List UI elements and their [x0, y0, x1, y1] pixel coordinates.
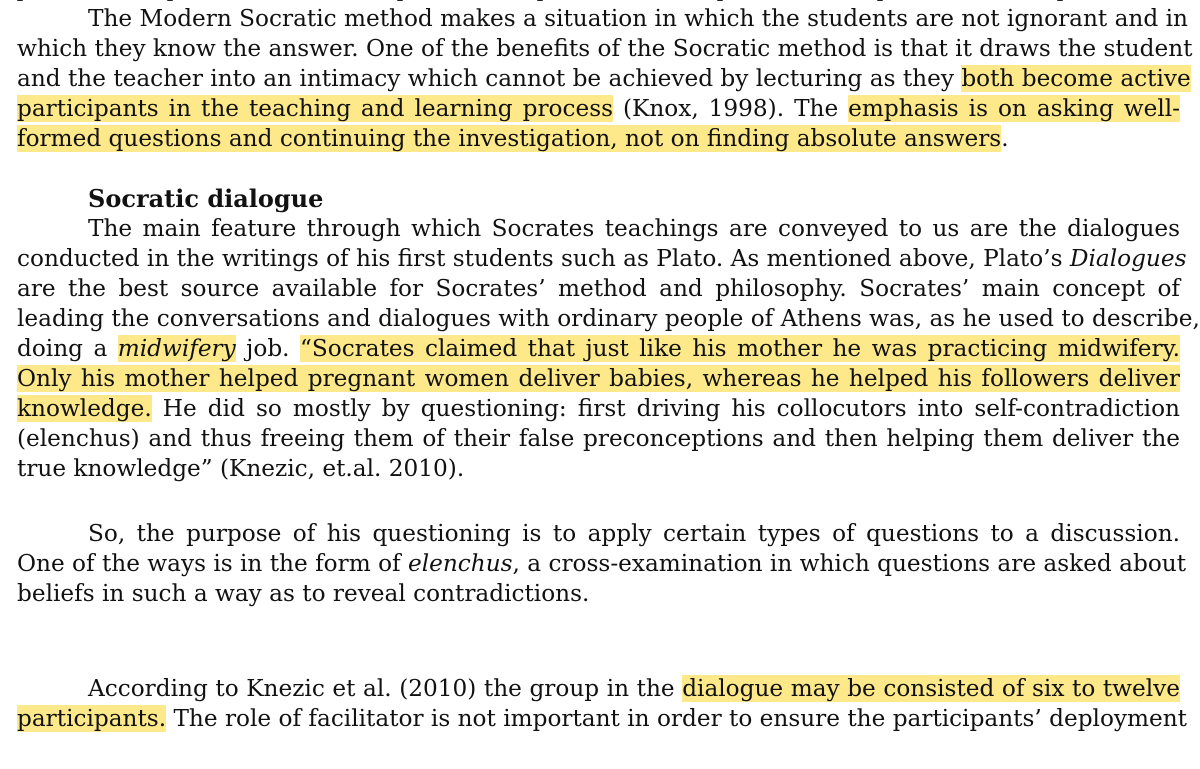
paragraph-1-line-2	[17, 34, 1193, 64]
paragraph-2-line-4	[17, 304, 1200, 334]
text-run: job.	[235, 335, 300, 362]
highlighted-text: dialogue may be consisted of six to twelve	[682, 675, 1180, 702]
text-run: which they know the answer. One of the benefits of the Socratic method is that it draws the student	[17, 35, 1193, 62]
italic-text: Dialogues	[1069, 245, 1187, 272]
text-run: The role of facilitator is not important in order to ensure the participants’ deployment	[166, 705, 1187, 732]
text-run: true knowledge” (Knezic, et.al. 2010).	[17, 455, 465, 482]
highlighted-text: participants.	[17, 705, 167, 732]
text-run: leading the conversations and dialogues with ordinary people of Athens was, as he used to describe,	[17, 305, 1200, 332]
paragraph-4-line-1	[17, 674, 1180, 704]
highlighted-text: “Socrates claimed that just like his mother he was practicing midwifery.	[300, 335, 1180, 362]
highlighted-text: Only his mother helped pregnant women deliver babies, whereas he helped his followers deliver	[17, 365, 1180, 392]
text-run: The main feature through which Socrates teachings are conveyed to us are the dialogues	[88, 215, 1180, 242]
text-run: beliefs in such a way as to reveal contradictions.	[17, 580, 590, 607]
text-run: One of the ways is in the form of	[17, 550, 408, 577]
text-run: conducted in the writings of his first students such as Plato. As mentioned above, Plato’s	[17, 245, 1070, 272]
paragraph-2-line-2	[17, 244, 1187, 274]
text-run: (Knox, 1998). The	[613, 95, 849, 122]
text-run: He did so mostly by questioning: first driving his collocutors into self-contradiction	[151, 395, 1180, 422]
text-run: According to Knezic et al. (2010) the group in the	[88, 675, 683, 702]
paragraph-4-line-2	[17, 704, 1187, 734]
paragraph-2-line-5	[17, 334, 1180, 364]
paragraph-1-line-4	[17, 94, 1180, 124]
paragraph-2-line-8	[17, 424, 1180, 454]
paragraph-1-line-1	[17, 4, 1188, 34]
paragraph-2-line-7	[17, 394, 1180, 424]
paragraph-3-line-2	[17, 549, 1187, 579]
highlighted-text: participants in the teaching and learning process	[17, 95, 614, 122]
text-run: , a cross-examination in which questions are asked about	[512, 550, 1187, 577]
italic-text: elenchus	[407, 550, 513, 577]
paragraph-1-line-3	[17, 64, 1191, 94]
highlighted-text: emphasis is on asking well-	[848, 95, 1180, 122]
highlighted-text: both become active	[961, 65, 1191, 92]
text-run: (elenchus) and thus freeing them of their false preconceptions and then helping them deliver the	[17, 425, 1180, 452]
paragraph-2-line-9	[17, 454, 1180, 484]
paragraph-2-line-6	[17, 364, 1180, 394]
paragraph-3-line-3	[17, 579, 1180, 609]
paragraph-3-line-1	[17, 519, 1180, 549]
highlighted-italic-text: midwifery	[117, 335, 236, 362]
text-run: .	[1001, 125, 1009, 152]
text-run: and the teacher into an intimacy which cannot be achieved by lecturing as they	[17, 65, 962, 92]
paragraph-1-line-5	[17, 124, 1180, 154]
section-heading: Socratic dialogue	[88, 184, 324, 213]
text-run: are the best source available for Socrates’ method and philosophy. Socrates’ main concept of	[17, 275, 1180, 302]
paragraph-2-line-3	[17, 274, 1180, 304]
highlighted-text: formed questions and continuing the investigation, not on finding absolute answers	[17, 125, 1002, 152]
paragraph-2-line-1	[17, 214, 1180, 244]
text-run: So, the purpose of his questioning is to apply certain types of questions to a discussion.	[88, 520, 1180, 547]
text-run: doing a	[17, 335, 118, 362]
highlighted-text: knowledge.	[17, 395, 152, 422]
text-run: The Modern Socratic method makes a situation in which the students are not ignorant and in	[88, 5, 1188, 32]
